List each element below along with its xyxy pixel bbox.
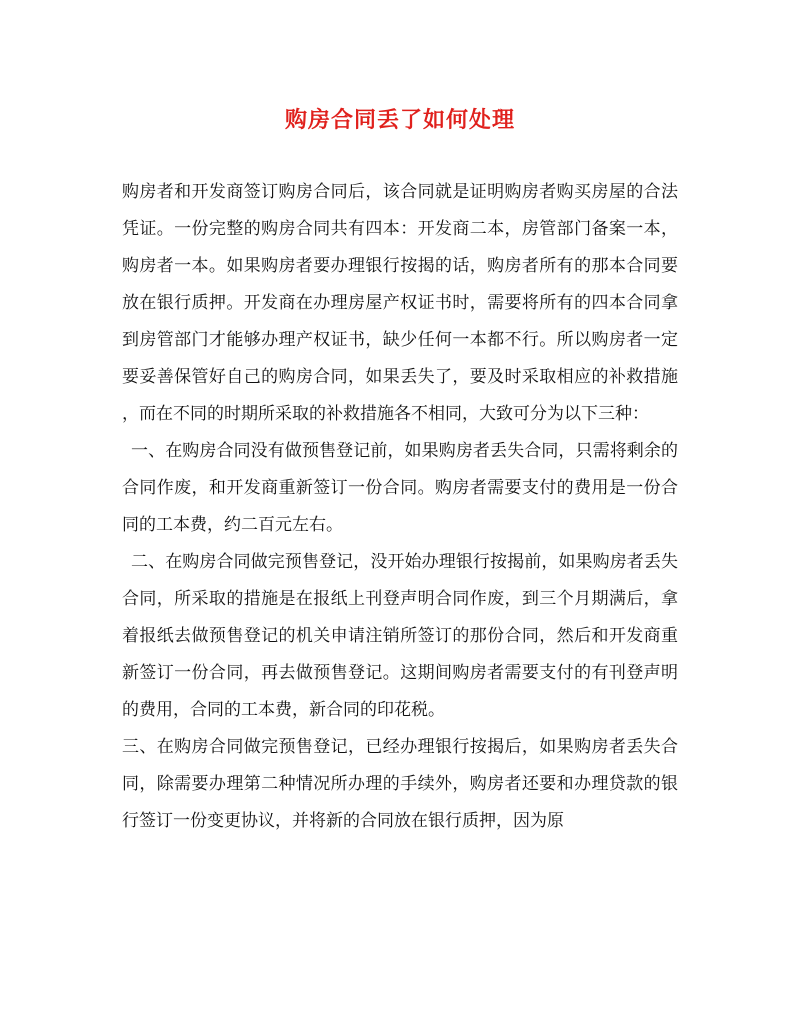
paragraph-case-three: 三、在购房合同做完预售登记，已经办理银行按揭后，如果购房者丢失合同，除需要办理第二种情况所办理的手续外，购房者还要和办理贷款的银行签订一份变更协议，并将新的合同放在银行质押，因为原 [122, 737, 678, 831]
document-body [122, 174, 678, 840]
paragraph-intro: 购房者和开发商签订购房合同后，该合同就是证明购房者购买房屋的合法凭证。一份完整的购房合同共有四本：开发商二本，房管部门备案一本，购房者一本。如果购房者要办理银行按揭的话，购房者所有的那本合同要放在银行质押。开发商在办理房屋产权证书时，需要将所有的四本合同拿到房管部门才能够办理产权证书，缺少任何一本都不行。所以购房者一定要妥善保管好自己的购房合同，如果丢失了，要及时采取相应的补救措施，而在不同的时期所采取的补救措施各不相同，大致可分为以下三种： [122, 182, 678, 424]
paragraph-case-one: 一、在购房合同没有做预售登记前，如果购房者丢失合同，只需将剩余的合同作废，和开发商重新签订一份合同。购房者需要支付的费用是一份合同的工本费，约二百元左右。 [122, 441, 678, 535]
document-title: 购房合同丢了如何处理 [284, 107, 515, 133]
paragraph-case-two: 二、在购房合同做完预售登记，没开始办理银行按揭前，如果购房者丢失合同，所采取的措施是在报纸上刊登声明合同作废，到三个月期满后，拿着报纸去做预售登记的机关申请注销所签订的那份合同，然后和开发商重新签订一份合同，再去做预售登记。这期间购房者需要支付的有刊登声明的费用，合同的工本费，新合同的印花税。 [122, 552, 678, 720]
